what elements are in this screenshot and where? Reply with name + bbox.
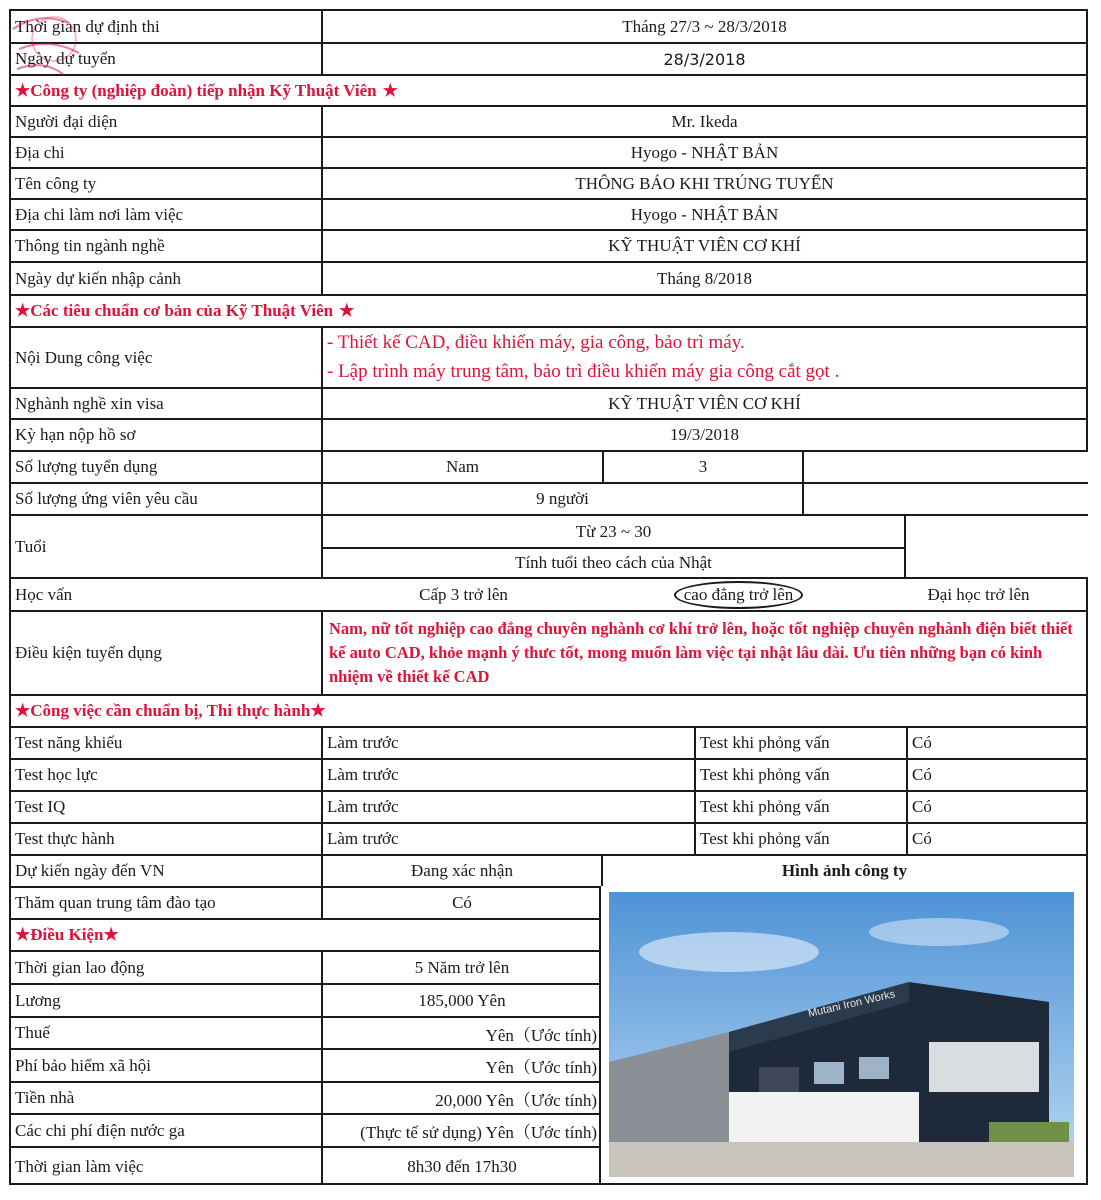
requirement-label: Điều kiện tuyển dụng [15,643,162,662]
test-name: Test học lực [15,765,98,784]
company-building-photo [609,892,1074,1177]
window [859,1057,889,1079]
test-value: Có [906,728,1086,758]
window-block [929,1042,1039,1092]
row-address [9,136,1088,167]
condition-value: Yên（Ước tính) [321,1018,601,1048]
job-line: - Lập trình máy trung tâm, bảo trì điều khiển máy gia công cắt gọt . [327,360,840,382]
condition-label: Thời gian lao động [15,957,145,977]
row-education [9,577,1088,610]
star-icon: ★ [15,701,31,720]
workplace-value: Hyogo - NHẬT BẢN [321,200,1086,229]
building-sign: Mutani Iron Works [806,988,897,1020]
test-name: Test năng khiếu [15,733,123,752]
condition-row [9,983,601,1016]
education-option: Cấp 3 trở lên [419,584,508,604]
condition-label: Tiền nhà [15,1088,75,1107]
row-deadline [9,418,1088,450]
education-label: Học vấn [15,584,73,604]
visa-value: KỸ THUẬT VIÊN CƠ KHÍ [321,389,1086,418]
row-workplace [9,198,1088,229]
star-icon: ★ [310,701,326,720]
condition-row [9,1081,601,1113]
condition-value: (Thực tế sử dụng) Yên（Ước tính) [321,1115,601,1146]
table-bottom-border [9,1183,1088,1185]
rep-label: Người đại diện [15,111,118,131]
company-name-label: Tên công ty [15,173,97,193]
greenery [989,1122,1069,1142]
industry-label: Thông tin ngành nghề [15,236,165,255]
row-company-name [9,167,1088,198]
star-icon: ★ [382,80,398,100]
test-interview: Test khi phỏng vấn [694,792,906,822]
condition-row [9,1048,601,1081]
hire-date-label: Ngày dự tuyển [15,49,116,68]
arrival-label: Dự kiến ngày đến VN [15,861,165,880]
condition-value: 8h30 đến 17h30 [321,1148,601,1185]
condition-value: 5 Năm trở lên [321,952,601,983]
job-content-label: Nội Dung công việc [15,347,153,367]
test-value: Có [906,760,1086,790]
company-section-header [9,74,1088,105]
cloud [639,932,819,972]
row-industry [9,229,1088,261]
applicants-value: 9 người [321,484,804,514]
exam-date-label: Thời gian dự định thi [15,16,160,36]
row-representative [9,105,1088,136]
test-when: Làm trước [321,792,694,822]
test-row [9,822,1088,854]
row-visa [9,387,1088,418]
visit-label: Thăm quan trung tâm đào tạo [15,893,216,912]
age-label: Tuổi [15,536,47,556]
visit-value: Có [321,888,601,918]
row-hire-date [9,42,1088,74]
star-icon: ★ [15,301,31,320]
test-row [9,726,1088,758]
quota-gender: Nam [321,452,602,482]
condition-value: 20,000 Yên（Ước tính) [321,1083,601,1113]
selected-oval: cao đẳng trở lên [674,581,804,609]
condition-label: Lương [15,990,61,1010]
entry-date-value: Tháng 8/2018 [321,263,1086,294]
quota-count: 3 [602,452,804,482]
star-icon: ★ [15,925,31,944]
address-label: Địa chi [15,142,65,162]
star-icon: ★ [15,80,31,100]
condition-row [9,950,601,983]
condition-label: Phí bảo hiểm xã hội [15,1055,151,1075]
row-entry-date [9,261,1088,294]
test-row [9,758,1088,790]
arrival-value: Đang xác nhận [321,856,601,886]
condition-label: Các chi phí điện nước ga [15,1120,185,1140]
test-interview: Test khi phỏng vấn [694,760,906,790]
condition-label: Thuế [15,1023,50,1042]
company-header-text: Công ty (nghiệp đoàn) tiếp nhận Kỹ Thuật Viên [30,80,377,100]
address-value: Hyogo - NHẬT BẢN [321,138,1086,167]
test-when: Làm trước [321,760,694,790]
education-option: Đại học trở lên [927,584,1030,604]
workplace-label: Địa chi làm nơi làm việc [15,204,184,224]
condition-row [9,1113,601,1146]
education-option-selected [606,579,871,610]
row-job-content [9,326,1088,387]
age-range: Từ 23 ~ 30 [321,516,906,547]
deadline-label: Kỳ hạn nộp hồ sơ [15,425,136,444]
quota-label: Số lượng tuyển dụng [15,457,158,476]
job-line: - Thiết kế CAD, điều khiển máy, gia công, bảo trì máy. [327,332,745,353]
condition-label: Thời gian làm việc [15,1156,144,1176]
prep-header-text: Công việc cần chuẩn bị, Thi thực hành [30,701,311,720]
star-icon: ★ [103,925,119,944]
test-when: Làm trước [321,824,694,854]
condition-row [9,1016,601,1048]
test-interview: Test khi phỏng vấn [694,728,906,758]
row-requirements [9,610,1088,694]
requirement-text: Nam, nữ tốt nghiệp cao đẳng chuyên nghành cơ khí trở lên, hoặc tốt nghiệp chuyên nghành điện biết thiết kế auto CAD, khỏe mạnh ý thưc tốt, mong muốn làm việc tại nhật lâu dài. Ưu tiên những bạn có kinh nhiệm về thiết kế CAD [321,612,1086,694]
row-quota [9,450,1088,482]
entry-date-label: Ngày dự kiến nhập cảnh [15,268,181,288]
standards-section-header [9,294,1088,326]
test-value: Có [906,824,1086,854]
row-applicants [9,482,1088,514]
hire-date-value: 28/3/2018 [321,44,1086,74]
row-visit [9,886,601,918]
row-age [9,514,1088,577]
test-name: Test IQ [15,797,66,816]
row-exam-date [9,9,1088,42]
test-interview: Test khi phỏng vấn [694,824,906,854]
industry-value: KỸ THUẬT VIÊN CƠ KHÍ [321,231,1086,261]
ground-floor-wall [729,1092,919,1142]
visa-label: Nghành nghề xin visa [15,393,164,413]
recruitment-sheet [9,9,1088,1185]
window [814,1062,844,1084]
standards-header-text: Các tiêu chuẩn cơ bản của Kỹ Thuật Viên [30,301,334,320]
deadline-value: 19/3/2018 [321,420,1086,450]
company-photo-cell [599,886,1088,1183]
condition-value: Yên（Ước tính) [321,1050,601,1081]
age-note: Tính tuổi theo cách của Nhật [321,547,906,577]
ground [609,1142,1074,1177]
conditions-section-header [9,918,601,950]
job-content-lines [321,328,1086,387]
row-arrival [9,854,1088,886]
rep-value: Mr. Ikeda [321,107,1086,136]
condition-value: 185,000 Yên [321,985,601,1016]
prep-section-header [9,694,1088,726]
test-when: Làm trước [321,728,694,758]
condition-row [9,1146,601,1185]
star-icon: ★ [339,301,355,320]
company-name-value: THÔNG BÁO KHI TRÚNG TUYỂN [321,169,1086,198]
applicants-label: Số lượng ứng viên yêu cầu [15,489,198,508]
exam-date-value: Tháng 27/3 ~ 28/3/2018 [321,11,1086,42]
test-row [9,790,1088,822]
test-name: Test thực hành [15,829,115,848]
conditions-header-text: Điều Kiện [30,925,104,944]
test-value: Có [906,792,1086,822]
cloud [869,918,1009,946]
photo-label: Hình ảnh công ty [601,856,1086,886]
